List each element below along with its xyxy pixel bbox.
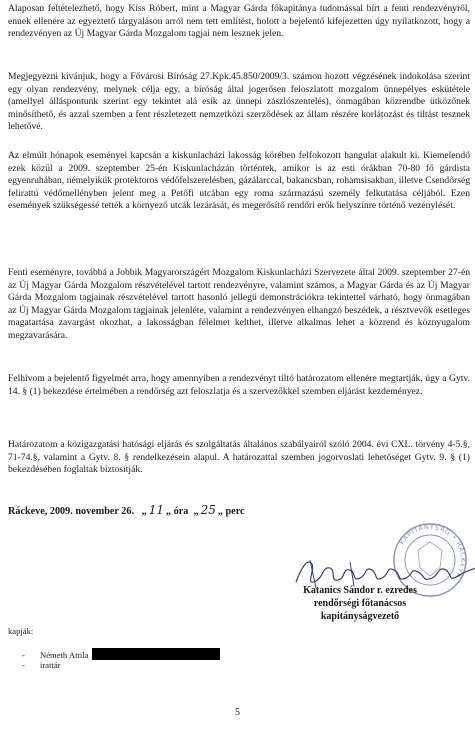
place-date: Ráckeve, 2009. november 26.	[8, 506, 135, 517]
distribution-label: kapják:	[8, 626, 34, 636]
distribution-item-2: - irattár	[22, 660, 61, 670]
paragraph-5: Felhívom a bejelentő figyelmét arra, hogy amennyiben a rendezvényt tiltó határozatom ellenére megtartják, úgy a Gytv. 14. § (1) bekezdése értelmében a rendőrség azt feloszlatja és a szervezőkkel szemben eljárást kezdeményez.	[8, 373, 470, 397]
hour-handwritten: 11	[148, 503, 165, 517]
minute-label: perc	[225, 506, 245, 517]
recipient-archive: irattár	[40, 660, 61, 670]
signer-title-2: kapitányságvezető	[320, 610, 400, 622]
signer-name: Katanics Sándor r. ezredes	[303, 585, 417, 596]
date-line: Ráckeve, 2009. november 26. „ 11 „ óra „ 25 „ perc	[8, 503, 245, 517]
recipient-name: Németh Attila	[40, 650, 89, 660]
distribution-item-1: - Németh Attila	[22, 648, 220, 660]
paragraph-1: Alaposan feltételezhető, hogy Kiss Róbert, mint a Magyar Gárda főkapitánya tudomással bírt a fenti rendezvényről, ennek ellenére az egyeztető tárgyaláson arról nem tett említést, holott a bejelentő kifejezetten úgy nyilatkozott, hogy a rendezvényen az Új Magyar Gárda Mozgalom tagjai nem lesznek jelen.	[8, 3, 470, 40]
signer-title-1: rendőrségi főtanácsos	[313, 597, 407, 609]
minute-handwritten: 25	[200, 503, 216, 517]
paragraph-2: Megjegyezni kívánjuk, hogy a Fővárosi Bíróság 27.Kpk.45.850/2009/3. számon hozott végzésének indokolása szerint egy olyan rendezvény, melynek célja egy, a bíróság által jogerősen feloszlatott mozgalom ünnepélyes eskütétele (amellyel álláspontunk szerint egy tekintet alá esik az ünnepi zászlószentelés), önmagában közrendbe ütközőnek minősíthető, és azzal szemben a fent részletezett nemzetközi szerződések az állam részére korlátozást és tiltást tesznek lehetővé.	[8, 71, 470, 133]
hour-label: óra	[173, 506, 189, 517]
page-number: 5	[235, 707, 240, 718]
signature-block	[285, 585, 435, 623]
redaction-bar	[92, 648, 220, 660]
paragraph-6: Határozatom a közigazgatási hatósági eljárás és szolgáltatás általános szabályairól szóló 2004. évi CXL. törvény 4-5.§, 71-74.§, valamint a Gytv. 8. § rendelkezésein alapul. A határozattal szemben jogorvoslati lehetőséget Gytv. 9. § (1) bekezdésében foglaltak biztosítják.	[8, 439, 470, 476]
svg-text:KAPITÁNYSÁG • RÁCKEVE: KAPITÁNYSÁG • RÁCKEVE	[397, 522, 468, 581]
paragraph-4: Fenti eseményre, továbbá a Jobbik Magyarországért Mozgalom Kiskunlacházi Szervezete által 2009. szeptember 27-én az Új Magyar Gárda Mozgalom részvételével tartott rendezvényre, valamint számos, a Magyar Gárda és az Új Magyar Gárda Mozgalom tagjainak részvételével tartott hasonló jellegű demonstrációkra tekintettel várható, hogy önmagában az Új Magyar Gárda Mozgalom tagjainak jelenléte, valamint a rendezvényen elhangzó beszédek, a résztvevők esetleges magatartása zavargást okozhat, a lakosságban félelmet kelthet, illetve alkalmas lehet a közrend és köznyugalom megzavarására.	[8, 267, 470, 341]
paragraph-3: Az elmúlt hónapok eseményei kapcsán a kiskunlacházi lakosság körében felfokozott hangulat alakult ki. Kiemelendő ezek közül a 2009. szeptember 25-én Kiskunlacházán történtek, amikor is az esti órákban 70-80 fő gárdista egyenruhában, némelyikük protektoros védőfelszerelésben, gázálarccal, bakancsban, rohamsisakban, illetve Csendőrség felirattú védőmellényben jelent meg a Petőfi utcában egy roma származású személy felkutatása céljából. Ezen események szükségessé tették a környező utcák lezárását, és megerősítő rendőri erők helyszínre történő vezénylését.	[8, 150, 470, 212]
